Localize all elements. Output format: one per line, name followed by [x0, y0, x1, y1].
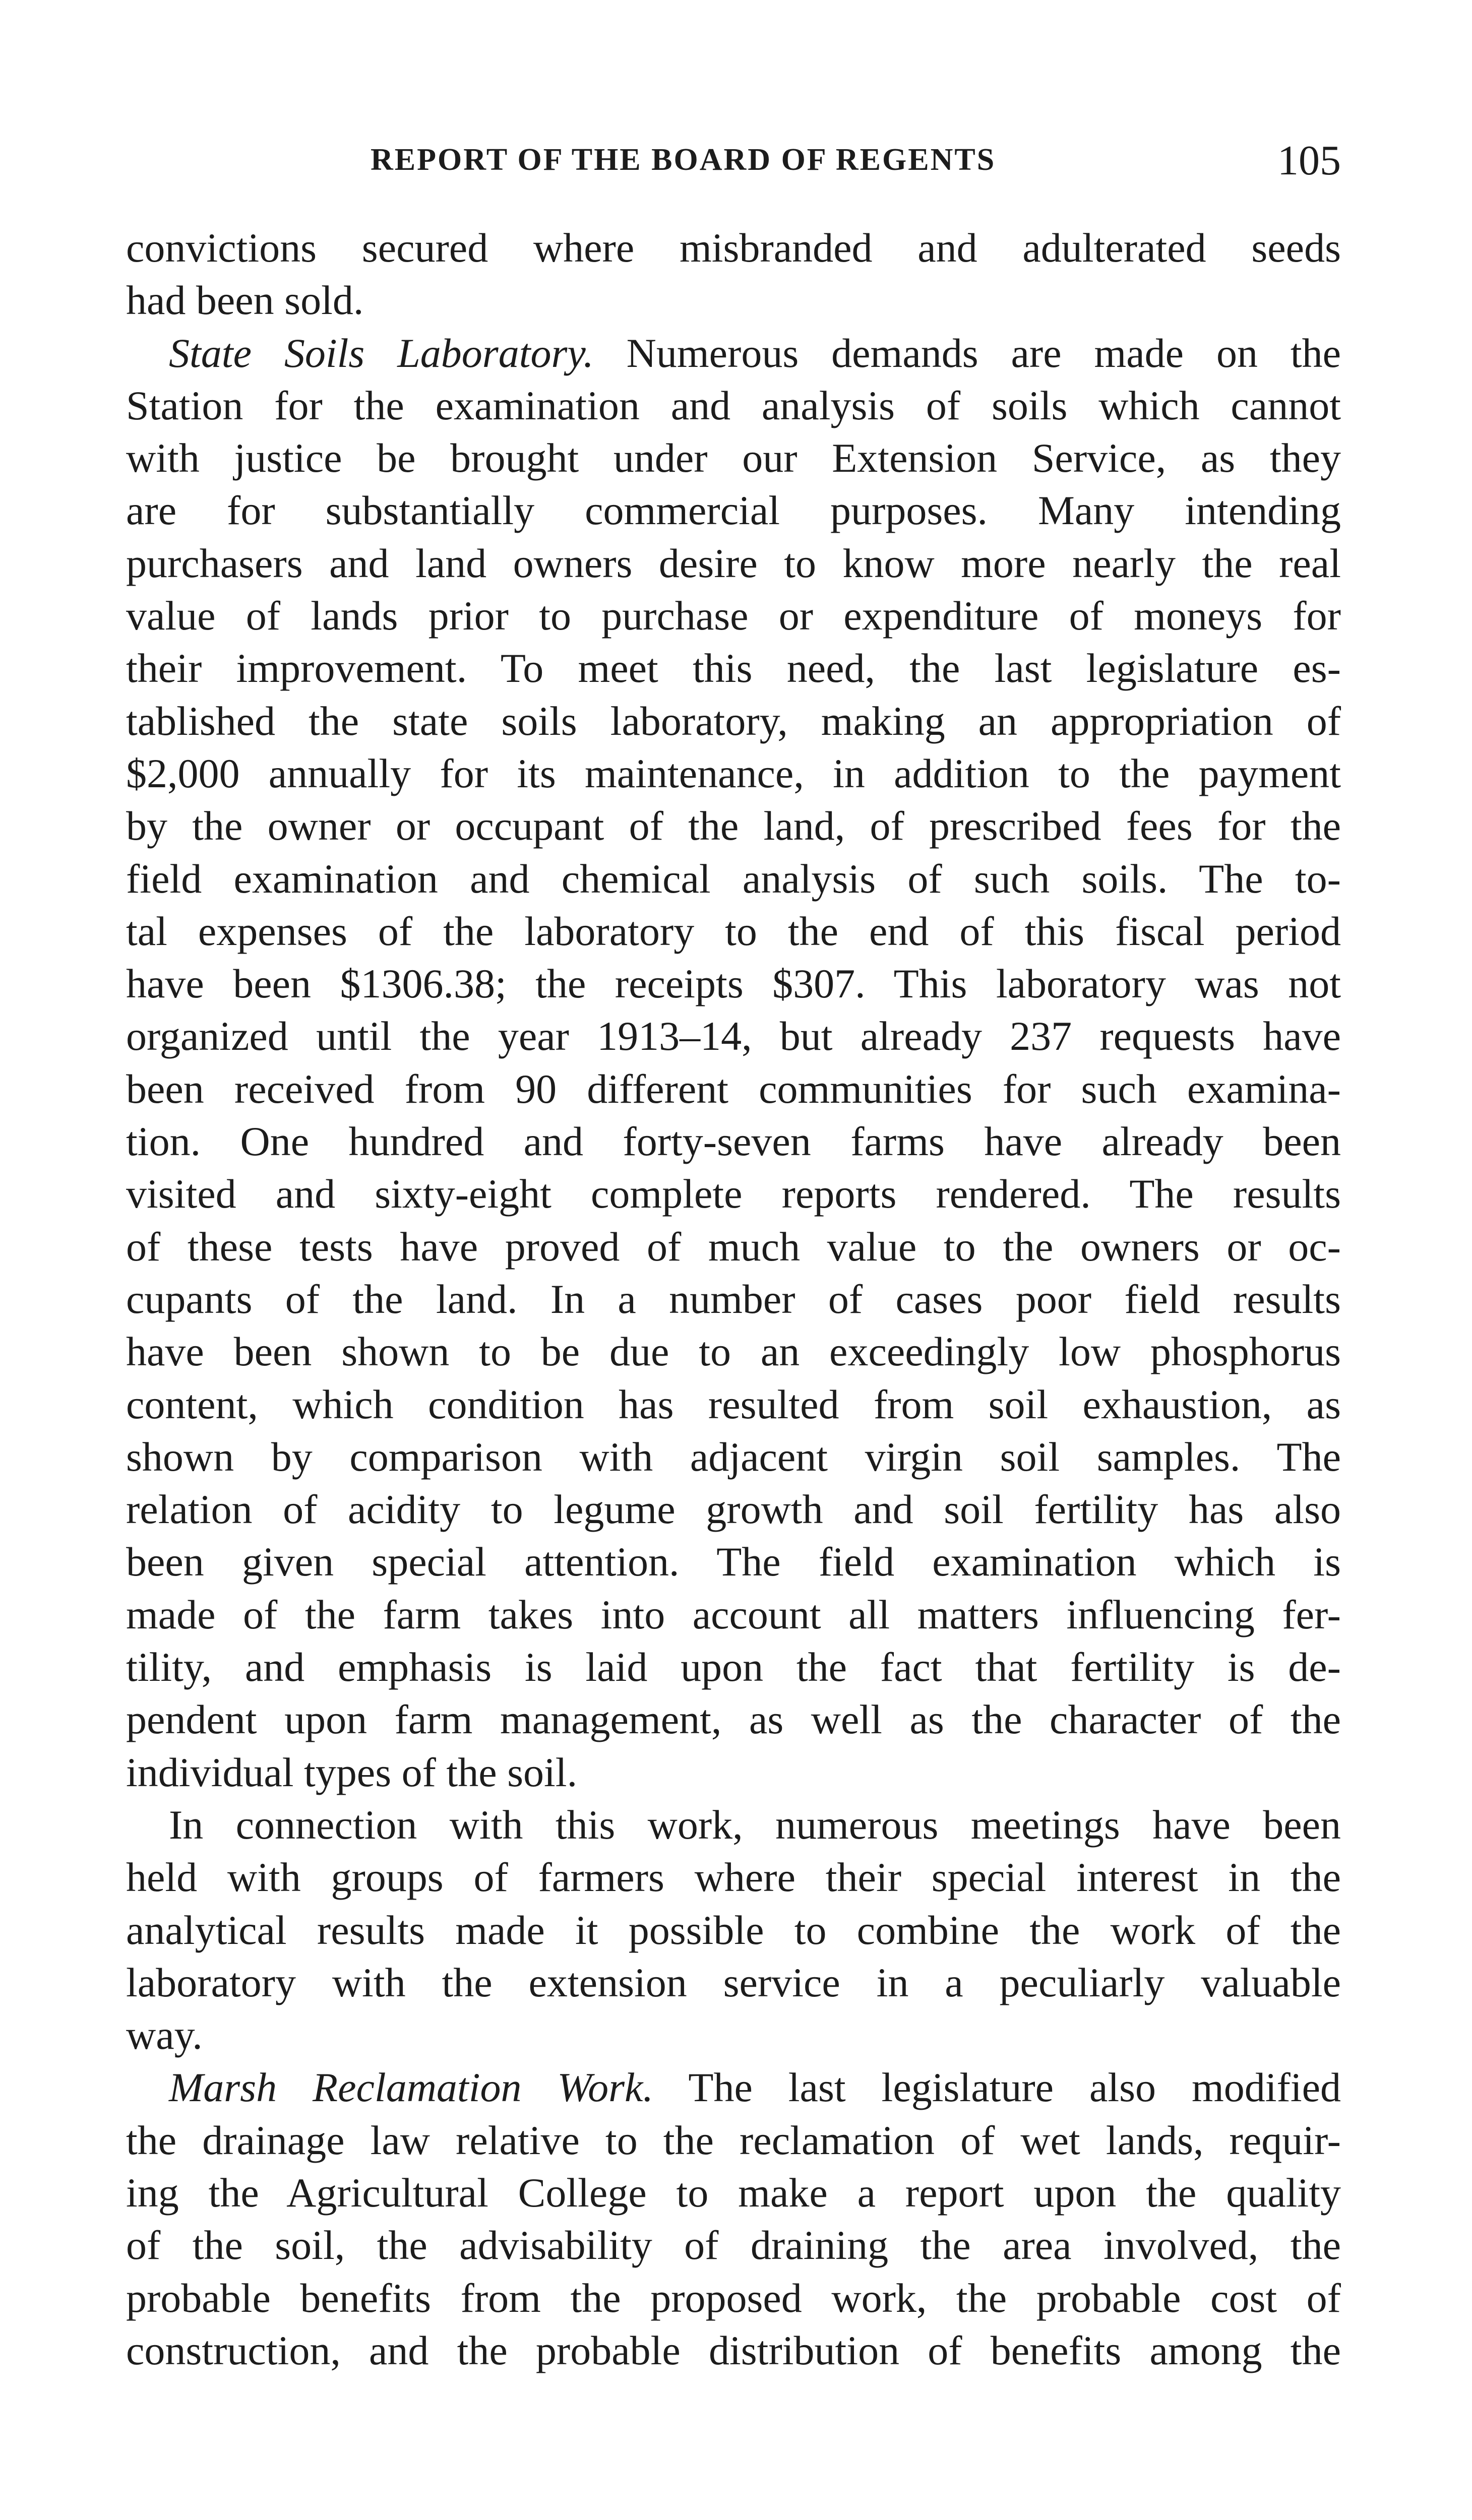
text-run: made of the farm takes into account all matters influencing fer-	[126, 1591, 1341, 1637]
text-run: construction, and the probable distribution of benefits among the	[126, 2327, 1341, 2373]
text-line	[126, 1957, 1341, 2009]
text-run: have been shown to be due to an exceedingly low phosphorus	[126, 1329, 1341, 1375]
text-run: The last legislature also modified	[653, 2064, 1341, 2111]
text-line	[126, 590, 1341, 642]
text-line	[126, 222, 1341, 274]
text-run: of the soil, the advisability of draining the area involved, the	[126, 2222, 1341, 2269]
text-run: analytical results made it possible to combine the work of the	[126, 1907, 1341, 1953]
text-line	[126, 2219, 1341, 2272]
running-head: REPORT OF THE BOARD OF REGENTS	[371, 143, 996, 177]
text-line	[126, 537, 1341, 590]
text-run: Station for the examination and analysis of soils which cannot	[126, 382, 1341, 428]
page-number: 105	[1277, 137, 1341, 184]
text-run: pendent upon farm management, as well as the character of the	[126, 1696, 1341, 1743]
text-line	[126, 695, 1341, 747]
text-line	[126, 2324, 1341, 2377]
text-line	[126, 1378, 1341, 1431]
text-line	[126, 1010, 1341, 1062]
text-run: have been $1306.38; the receipts $307. This laboratory was not	[126, 961, 1341, 1007]
text-line	[126, 2061, 1341, 2114]
text-line	[126, 274, 1341, 327]
text-run: the drainage law relative to the reclamation of wet lands, requir-	[126, 2117, 1341, 2163]
text-line	[126, 642, 1341, 695]
text-run: organized until the year 1913–14, but already 237 requests have	[126, 1013, 1341, 1059]
text-line	[126, 432, 1341, 484]
text-line	[126, 1063, 1341, 1115]
text-line	[126, 1483, 1341, 1536]
text-run: cupants of the land. In a number of cases poor field results	[126, 1276, 1341, 1322]
text-line	[126, 1221, 1341, 1273]
text-run: laboratory with the extension service in a peculiarly valuable	[126, 1959, 1341, 2005]
text-run: content, which condition has resulted from soil exhaustion, as	[126, 1381, 1341, 1427]
text-run: held with groups of farmers where their special interest in the	[126, 1854, 1341, 1901]
text-line	[126, 2114, 1341, 2167]
text-run: tablished the state soils laboratory, making an appropriation of	[126, 698, 1341, 744]
text-line	[126, 905, 1341, 958]
text-line	[126, 1799, 1341, 1851]
text-run: ing the Agricultural College to make a report upon the quality	[126, 2169, 1341, 2216]
section-heading: State Soils Laboratory.	[169, 330, 594, 376]
text-line	[126, 2009, 1341, 2061]
page-header	[126, 136, 1341, 186]
text-run: their improvement. To meet this need, the last legislature es-	[126, 645, 1341, 691]
text-run: of these tests have proved of much value to the owners or oc-	[126, 1223, 1341, 1270]
text-line	[126, 800, 1341, 852]
text-line	[126, 1326, 1341, 1378]
text-line	[126, 1589, 1341, 1641]
text-line	[126, 1641, 1341, 1693]
text-line	[126, 958, 1341, 1010]
text-run: been received from 90 different communities for such examina-	[126, 1065, 1341, 1112]
text-run: visited and sixty-eight complete reports rendered. The results	[126, 1171, 1341, 1217]
text-run: tility, and emphasis is laid upon the fact that fertility is de-	[126, 1644, 1341, 1690]
text-run: tion. One hundred and forty-seven farms have already been	[126, 1118, 1341, 1165]
text-run: $2,000 annually for its maintenance, in addition to the payment	[126, 750, 1341, 796]
text-run: purchasers and land owners desire to know more nearly the real	[126, 540, 1341, 586]
text-run: individual types of the soil.	[126, 1749, 578, 1795]
text-line	[126, 1536, 1341, 1588]
text-line	[126, 1168, 1341, 1220]
text-run: are for substantially commercial purposes. Many intending	[126, 487, 1341, 534]
text-line	[126, 2167, 1341, 2219]
text-line	[126, 1851, 1341, 1904]
text-line	[126, 1115, 1341, 1168]
text-run: way.	[126, 2012, 203, 2058]
text-run: tal expenses of the laboratory to the end of this fiscal period	[126, 908, 1341, 954]
text-run: relation of acidity to legume growth and soil fertility has also	[126, 1486, 1341, 1533]
text-run: Numerous demands are made on the	[593, 330, 1341, 376]
text-run: by the owner or occupant of the land, of prescribed fees for the	[126, 803, 1341, 849]
text-line	[126, 1904, 1341, 1957]
text-line	[126, 1693, 1341, 1746]
text-line	[126, 380, 1341, 432]
text-line	[126, 747, 1341, 800]
text-run: probable benefits from the proposed work, the probable cost of	[126, 2275, 1341, 2321]
text-run: shown by comparison with adjacent virgin soil samples. The	[126, 1433, 1341, 1480]
text-run: with justice be brought under our Extension Service, as they	[126, 435, 1341, 481]
text-run: been given special attention. The field examination which is	[126, 1539, 1341, 1585]
text-line	[126, 484, 1341, 537]
text-line	[126, 2272, 1341, 2324]
text-line	[126, 1431, 1341, 1483]
text-run: convictions secured where misbranded and adulterated seeds	[126, 225, 1341, 271]
text-run: In connection with this work, numerous meetings have been	[169, 1801, 1341, 1848]
text-run: field examination and chemical analysis of such soils. The to-	[126, 855, 1341, 902]
text-line	[126, 853, 1341, 905]
text-line	[126, 1273, 1341, 1326]
body-text	[126, 222, 1341, 2377]
text-line	[126, 1746, 1341, 1799]
text-line	[126, 327, 1341, 380]
text-run: had been sold.	[126, 277, 364, 324]
section-heading: Marsh Reclamation Work.	[169, 2064, 653, 2111]
text-run: value of lands prior to purchase or expenditure of moneys for	[126, 593, 1341, 639]
